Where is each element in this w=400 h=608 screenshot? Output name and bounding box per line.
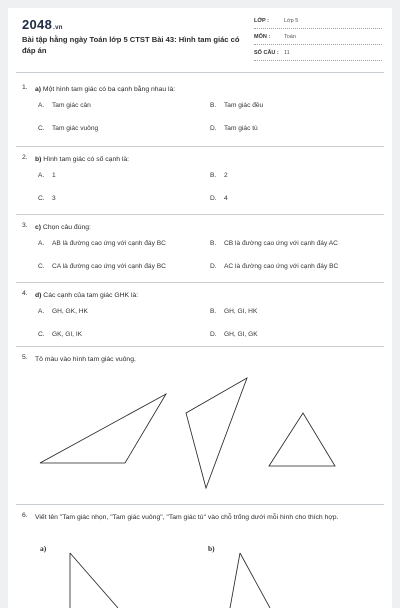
triangle-acute[interactable]: [269, 413, 335, 466]
meta-question-count: SỐ CÂU : 11: [254, 48, 382, 61]
option-c[interactable]: C. 3: [38, 195, 56, 202]
option-d[interactable]: D. AC là đường cao ứng với cạnh đáy BC: [210, 263, 339, 270]
option-c[interactable]: C. GK, GI, IK: [38, 331, 83, 338]
option-c[interactable]: C. Tam giác vuông: [38, 125, 99, 132]
option-b[interactable]: B. CB là đường cao ứng với cạnh đáy AC: [210, 240, 338, 247]
option-b[interactable]: B. Tam giác đều: [210, 102, 264, 109]
option-d[interactable]: D. Tam giác tù: [210, 125, 258, 132]
triangle-right[interactable]: [186, 378, 247, 488]
triangle-obtuse[interactable]: [40, 394, 166, 463]
worksheet-page: 2048.vn Bài tập hằng ngày Toán lớp 5 CTST Bài 43: Hình tam giác có đáp án LỚP : Lớp 5 MÔN : Toán SỐ CÂU : 11 1. a) Một hình tam giác có ba cạnh bằng nhau là: A. Tam giác cân B. Tam giác đều C. Tam giác vuông D. Tam giác tù 2. b) Hình tam giác có số cạnh là: A. 1 B. 2 C. 3 D. 4 3. c) Chọn câu đúng: A. AB là đường cao ứng với cạnh đáy BC B. CB là đường cao ứng với cạnh đáy AC C. CA là đường cao ứng với cạnh đáy BC D. AC là đường cao ứng với cạnh đáy BC 4. d) Các cạnh của tam giác GHK là: A. GH, GK, HK B. GH, GI, HK C. GK, GI, IK D. GH, GI, GK 5. Tô màu vào hình tam giác vuông. 6. Viết tên "Tam giác nhọn, "Tam giác vuông", "Tam giác tù" vào chỗ trống dưới mỗi hình cho thích hợp. a) b): [8, 8, 392, 608]
option-d[interactable]: D. GH, GI, GK: [210, 331, 258, 338]
option-b[interactable]: B. GH, GI, HK: [210, 308, 258, 315]
option-c[interactable]: C. CA là đường cao ứng với cạnh đáy BC: [38, 263, 166, 270]
option-b[interactable]: B. 2: [210, 172, 228, 179]
meta-subject: MÔN : Toán: [254, 32, 382, 45]
site-logo[interactable]: 2048.vn: [22, 17, 63, 32]
worksheet-title: Bài tập hằng ngày Toán lớp 5 CTST Bài 43: Hình tam giác có đáp án: [22, 35, 240, 55]
option-a[interactable]: A. Tam giác cân: [38, 102, 91, 109]
figure-label-a: a): [40, 544, 47, 553]
option-a[interactable]: A. AB là đường cao ứng với cạnh đáy BC: [38, 240, 166, 247]
meta-class: LỚP : Lớp 5: [254, 16, 382, 29]
option-d[interactable]: D. 4: [210, 195, 228, 202]
option-a[interactable]: A. GH, GK, HK: [38, 308, 88, 315]
figure-label-b: b): [208, 544, 215, 553]
triangle-figures: [8, 8, 392, 608]
option-a[interactable]: A. 1: [38, 172, 56, 179]
